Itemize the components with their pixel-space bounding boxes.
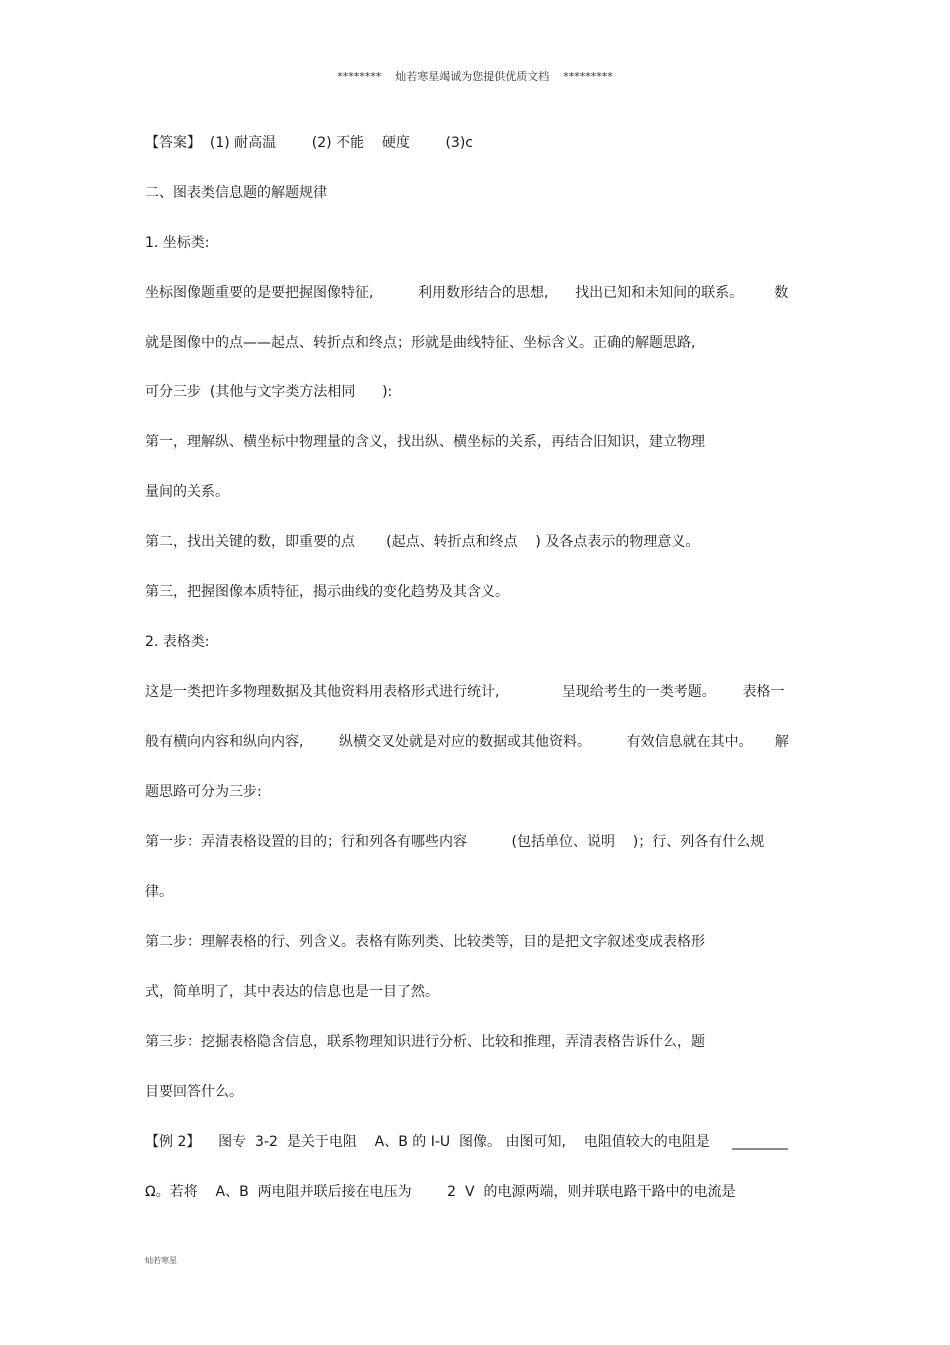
text-line: 这是一类把许多物理数据及其他资料用表格形式进行统计, 呈现给考生的一类考题。 表格一 — [145, 684, 785, 700]
text-line: 2. 表格类: — [145, 634, 210, 650]
page-header: ******** 灿若寒星竭诚为您提供优质文档 ********* — [337, 70, 613, 83]
page-footer: 灿若寒星 — [145, 1256, 177, 1265]
text-line: 第三，把握图像本质特征，揭示曲线的变化趋势及其含义。 — [145, 584, 509, 600]
text-line: 第二步：理解表格的行、列含义。表格有陈列类、比较类等，目的是把文字叙述变成表格形 — [145, 934, 705, 950]
text-line: 式，简单明了，其中表达的信息也是一目了然。 — [145, 984, 439, 1000]
text-line: 坐标图像题重要的是要把握图像特征, 利用数形结合的思想, 找出已知和未知间的联系。 数 — [145, 285, 789, 301]
text-line: 第三步：挖掘表格隐含信息，联系物理知识进行分析、比较和推理，弄清表格告诉什么，题 — [145, 1034, 705, 1050]
text-line: 可分三步 (其他与文字类方法相同 ): — [145, 384, 393, 400]
text-line: 1. 坐标类: — [145, 235, 210, 251]
text-line: 【例 2】 图专 3-2 是关于电阻 A、B 的 I-U 图像。 由图可知, 电阻值较大的电阻是 ________ — [145, 1134, 788, 1150]
text-line: 般有横向内容和纵向内容, 纵横交叉处就是对应的数据或其他资料。 有效信息就在其中。 解 — [145, 734, 789, 750]
text-line: 就是图像中的点——起点、转折点和终点；形就是曲线特征、坐标含义。正确的解题思路, — [145, 335, 696, 351]
text-line: 第一，理解纵、横坐标中物理量的含义，找出纵、横坐标的关系，再结合旧知识，建立物理 — [145, 434, 705, 450]
text-line: 第二，找出关键的数，即重要的点 (起点、转折点和终点 ) 及各点表示的物理意义。 — [145, 534, 700, 550]
text-line: 律。 — [145, 884, 173, 900]
text-line: 二、图表类信息题的解题规律 — [145, 185, 327, 201]
text-line: 第一步：弄清表格设置的目的；行和列各有哪些内容 (包括单位、说明 )；行、列各有什么规 — [145, 834, 765, 850]
text-line: 【答案】 (1) 耐高温 (2) 不能 硬度 (3)c — [145, 135, 473, 151]
text-line: 目要回答什么。 — [145, 1084, 243, 1100]
text-line: 题思路可分为三步: — [145, 784, 262, 800]
text-line: Ω。若将 A、B 两电阻并联后接在电压为 2 V 的电源两端，则并联电路干路中的电流是 — [145, 1184, 736, 1200]
text-line: 量间的关系。 — [145, 484, 229, 500]
